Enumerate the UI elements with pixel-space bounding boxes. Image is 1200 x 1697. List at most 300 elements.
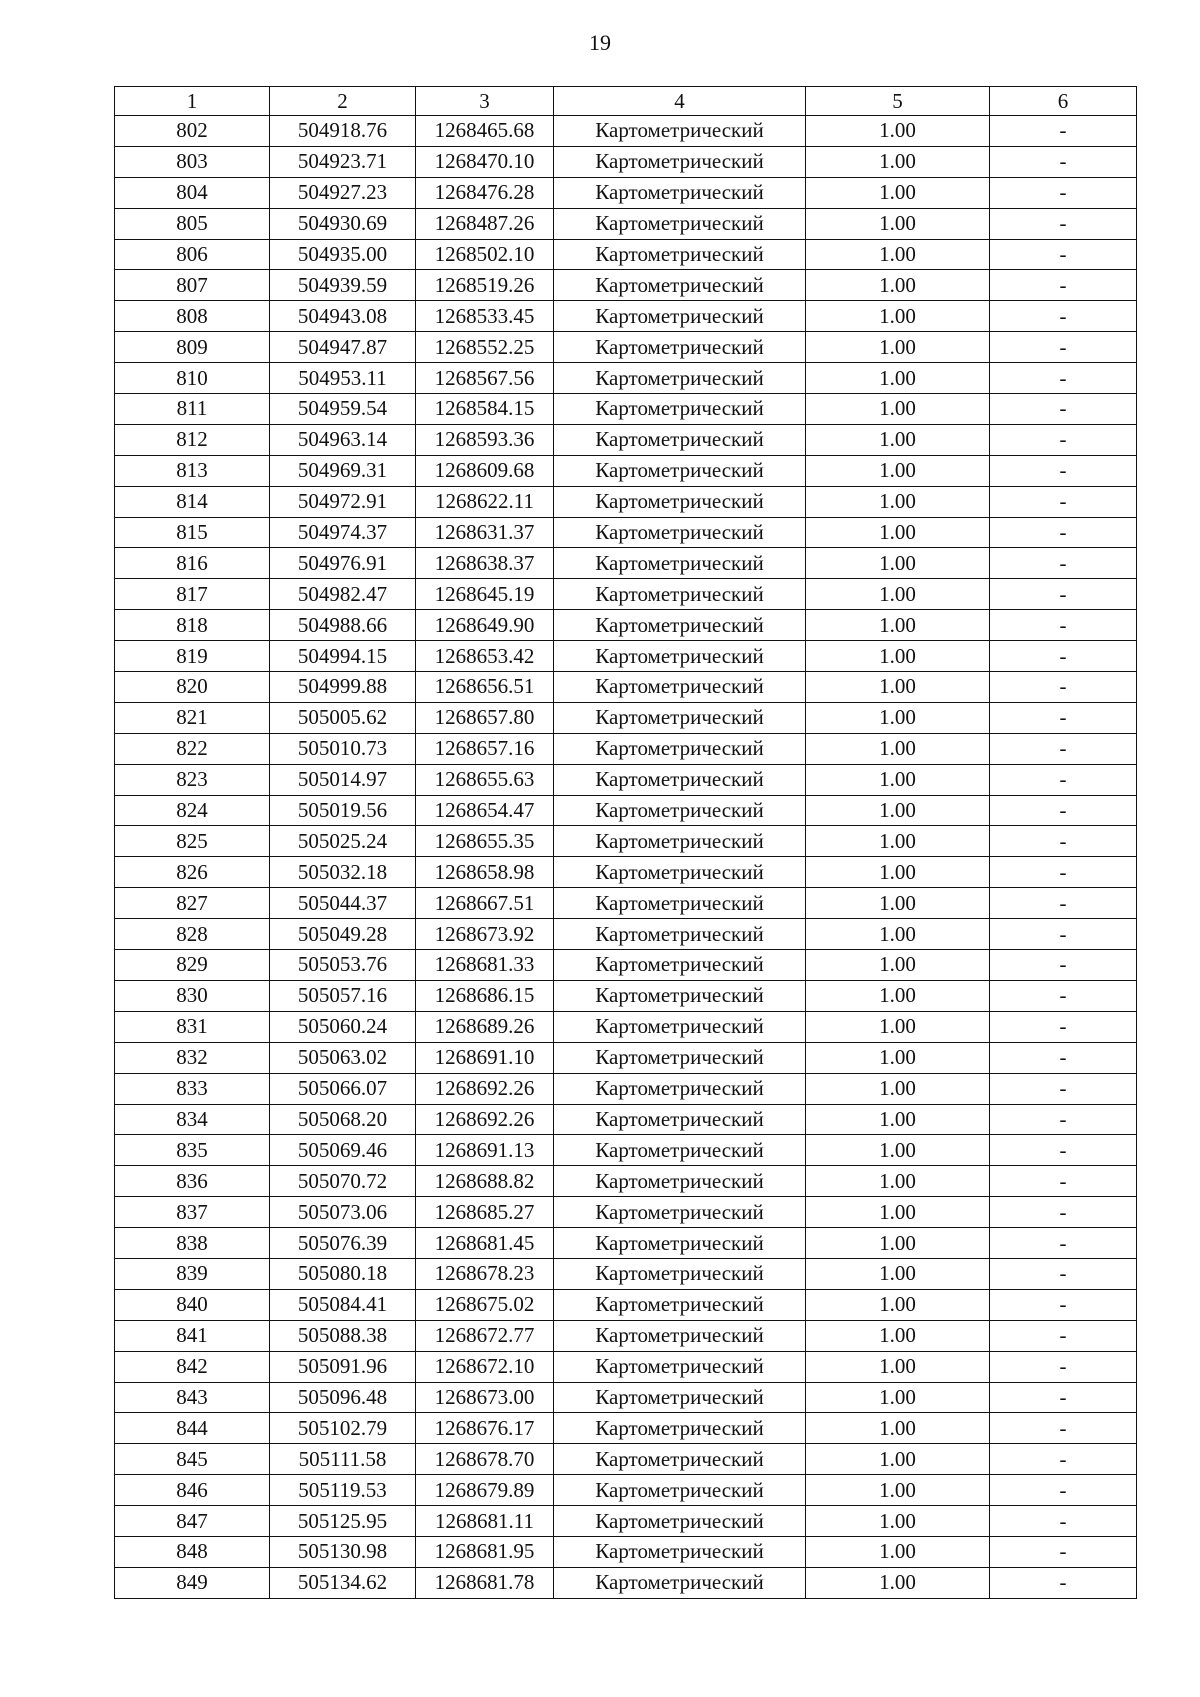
y-coordinate-cell: 1268692.26 bbox=[416, 1073, 554, 1104]
table-row bbox=[115, 517, 1137, 548]
method-cell: Картометрический bbox=[554, 1320, 806, 1351]
table-row bbox=[115, 424, 1137, 455]
point-number-cell: 818 bbox=[115, 610, 270, 641]
x-coordinate-cell: 505084.41 bbox=[270, 1289, 416, 1320]
note-cell: - bbox=[990, 208, 1137, 239]
table-row bbox=[115, 1351, 1137, 1382]
point-number-cell: 821 bbox=[115, 702, 270, 733]
method-cell: Картометрический bbox=[554, 517, 806, 548]
method-cell: Картометрический bbox=[554, 702, 806, 733]
table-row bbox=[115, 394, 1137, 425]
point-number-cell: 834 bbox=[115, 1104, 270, 1135]
accuracy-cell: 1.00 bbox=[806, 486, 990, 517]
accuracy-cell: 1.00 bbox=[806, 888, 990, 919]
accuracy-cell: 1.00 bbox=[806, 1104, 990, 1135]
point-number-cell: 823 bbox=[115, 764, 270, 795]
table-row bbox=[115, 1475, 1137, 1506]
y-coordinate-cell: 1268519.26 bbox=[416, 270, 554, 301]
x-coordinate-cell: 505044.37 bbox=[270, 888, 416, 919]
point-number-cell: 825 bbox=[115, 826, 270, 857]
y-coordinate-cell: 1268672.10 bbox=[416, 1351, 554, 1382]
x-coordinate-cell: 505057.16 bbox=[270, 980, 416, 1011]
y-coordinate-cell: 1268533.45 bbox=[416, 301, 554, 332]
note-cell: - bbox=[990, 146, 1137, 177]
point-number-cell: 833 bbox=[115, 1073, 270, 1104]
table-row bbox=[115, 332, 1137, 363]
note-cell: - bbox=[990, 1382, 1137, 1413]
note-cell: - bbox=[990, 270, 1137, 301]
note-cell: - bbox=[990, 1104, 1137, 1135]
method-cell: Картометрический bbox=[554, 1536, 806, 1567]
x-coordinate-cell: 504963.14 bbox=[270, 424, 416, 455]
point-number-cell: 813 bbox=[115, 455, 270, 486]
y-coordinate-cell: 1268689.26 bbox=[416, 1011, 554, 1042]
x-coordinate-cell: 505049.28 bbox=[270, 919, 416, 950]
table-row bbox=[115, 1135, 1137, 1166]
y-coordinate-cell: 1268676.17 bbox=[416, 1413, 554, 1444]
accuracy-cell: 1.00 bbox=[806, 1258, 990, 1289]
method-cell: Картометрический bbox=[554, 301, 806, 332]
x-coordinate-cell: 504976.91 bbox=[270, 548, 416, 579]
table-row bbox=[115, 1228, 1137, 1259]
point-number-cell: 829 bbox=[115, 950, 270, 981]
note-cell: - bbox=[990, 826, 1137, 857]
x-coordinate-cell: 505088.38 bbox=[270, 1320, 416, 1351]
note-cell: - bbox=[990, 1135, 1137, 1166]
note-cell: - bbox=[990, 641, 1137, 672]
method-cell: Картометрический bbox=[554, 424, 806, 455]
y-coordinate-cell: 1268681.33 bbox=[416, 950, 554, 981]
x-coordinate-cell: 505060.24 bbox=[270, 1011, 416, 1042]
accuracy-cell: 1.00 bbox=[806, 1413, 990, 1444]
point-number-cell: 824 bbox=[115, 795, 270, 826]
accuracy-cell: 1.00 bbox=[806, 641, 990, 672]
y-coordinate-cell: 1268667.51 bbox=[416, 888, 554, 919]
table-row bbox=[115, 1506, 1137, 1537]
note-cell: - bbox=[990, 1258, 1137, 1289]
point-number-cell: 840 bbox=[115, 1289, 270, 1320]
point-number-cell: 810 bbox=[115, 363, 270, 394]
note-cell: - bbox=[990, 610, 1137, 641]
method-cell: Картометрический bbox=[554, 394, 806, 425]
y-coordinate-cell: 1268638.37 bbox=[416, 548, 554, 579]
accuracy-cell: 1.00 bbox=[806, 1475, 990, 1506]
method-cell: Картометрический bbox=[554, 826, 806, 857]
accuracy-cell: 1.00 bbox=[806, 517, 990, 548]
table-row bbox=[115, 177, 1137, 208]
y-coordinate-cell: 1268655.35 bbox=[416, 826, 554, 857]
accuracy-cell: 1.00 bbox=[806, 1320, 990, 1351]
method-cell: Картометрический bbox=[554, 919, 806, 950]
y-coordinate-cell: 1268654.47 bbox=[416, 795, 554, 826]
y-coordinate-cell: 1268681.95 bbox=[416, 1536, 554, 1567]
x-coordinate-cell: 504982.47 bbox=[270, 579, 416, 610]
table-row bbox=[115, 1197, 1137, 1228]
note-cell: - bbox=[990, 1289, 1137, 1320]
page-number: 19 bbox=[589, 30, 611, 55]
method-cell: Картометрический bbox=[554, 1011, 806, 1042]
note-cell: - bbox=[990, 950, 1137, 981]
table-row bbox=[115, 579, 1137, 610]
method-cell: Картометрический bbox=[554, 1506, 806, 1537]
x-coordinate-cell: 505066.07 bbox=[270, 1073, 416, 1104]
point-number-cell: 844 bbox=[115, 1413, 270, 1444]
accuracy-cell: 1.00 bbox=[806, 424, 990, 455]
note-cell: - bbox=[990, 332, 1137, 363]
method-cell: Картометрический bbox=[554, 857, 806, 888]
y-coordinate-cell: 1268692.26 bbox=[416, 1104, 554, 1135]
y-coordinate-cell: 1268593.36 bbox=[416, 424, 554, 455]
point-number-cell: 817 bbox=[115, 579, 270, 610]
table-row bbox=[115, 1166, 1137, 1197]
note-cell: - bbox=[990, 486, 1137, 517]
y-coordinate-cell: 1268552.25 bbox=[416, 332, 554, 363]
x-coordinate-cell: 505025.24 bbox=[270, 826, 416, 857]
accuracy-cell: 1.00 bbox=[806, 950, 990, 981]
x-coordinate-cell: 504969.31 bbox=[270, 455, 416, 486]
y-coordinate-cell: 1268688.82 bbox=[416, 1166, 554, 1197]
note-cell: - bbox=[990, 795, 1137, 826]
y-coordinate-cell: 1268686.15 bbox=[416, 980, 554, 1011]
x-coordinate-cell: 505125.95 bbox=[270, 1506, 416, 1537]
x-coordinate-cell: 505111.58 bbox=[270, 1444, 416, 1475]
y-coordinate-cell: 1268658.98 bbox=[416, 857, 554, 888]
table-row bbox=[115, 1073, 1137, 1104]
method-cell: Картометрический bbox=[554, 950, 806, 981]
x-coordinate-cell: 504927.23 bbox=[270, 177, 416, 208]
point-number-cell: 843 bbox=[115, 1382, 270, 1413]
x-coordinate-cell: 504994.15 bbox=[270, 641, 416, 672]
table-row bbox=[115, 208, 1137, 239]
y-coordinate-cell: 1268691.13 bbox=[416, 1135, 554, 1166]
accuracy-cell: 1.00 bbox=[806, 733, 990, 764]
point-number-cell: 832 bbox=[115, 1042, 270, 1073]
y-coordinate-cell: 1268584.15 bbox=[416, 394, 554, 425]
method-cell: Картометрический bbox=[554, 548, 806, 579]
x-coordinate-cell: 505119.53 bbox=[270, 1475, 416, 1506]
table-row bbox=[115, 1104, 1137, 1135]
method-cell: Картометрический bbox=[554, 208, 806, 239]
table-row bbox=[115, 1444, 1137, 1475]
accuracy-cell: 1.00 bbox=[806, 1197, 990, 1228]
accuracy-cell: 1.00 bbox=[806, 1506, 990, 1537]
method-cell: Картометрический bbox=[554, 733, 806, 764]
note-cell: - bbox=[990, 1320, 1137, 1351]
x-coordinate-cell: 504935.00 bbox=[270, 239, 416, 270]
table-row bbox=[115, 795, 1137, 826]
method-cell: Картометрический bbox=[554, 177, 806, 208]
note-cell: - bbox=[990, 1073, 1137, 1104]
note-cell: - bbox=[990, 548, 1137, 579]
x-coordinate-cell: 504918.76 bbox=[270, 116, 416, 147]
table-row bbox=[115, 919, 1137, 950]
note-cell: - bbox=[990, 733, 1137, 764]
accuracy-cell: 1.00 bbox=[806, 363, 990, 394]
table-row bbox=[115, 857, 1137, 888]
x-coordinate-cell: 505053.76 bbox=[270, 950, 416, 981]
method-cell: Картометрический bbox=[554, 455, 806, 486]
x-coordinate-cell: 504939.59 bbox=[270, 270, 416, 301]
accuracy-cell: 1.00 bbox=[806, 919, 990, 950]
point-number-cell: 819 bbox=[115, 641, 270, 672]
method-cell: Картометрический bbox=[554, 1228, 806, 1259]
x-coordinate-cell: 505069.46 bbox=[270, 1135, 416, 1166]
method-cell: Картометрический bbox=[554, 1382, 806, 1413]
note-cell: - bbox=[990, 579, 1137, 610]
header-cell-3: 3 bbox=[416, 87, 554, 116]
accuracy-cell: 1.00 bbox=[806, 1536, 990, 1567]
method-cell: Картометрический bbox=[554, 1197, 806, 1228]
x-coordinate-cell: 504972.91 bbox=[270, 486, 416, 517]
accuracy-cell: 1.00 bbox=[806, 795, 990, 826]
note-cell: - bbox=[990, 702, 1137, 733]
table-body bbox=[115, 116, 1137, 1599]
y-coordinate-cell: 1268470.10 bbox=[416, 146, 554, 177]
point-number-cell: 839 bbox=[115, 1258, 270, 1289]
point-number-cell: 845 bbox=[115, 1444, 270, 1475]
table-row bbox=[115, 702, 1137, 733]
x-coordinate-cell: 505063.02 bbox=[270, 1042, 416, 1073]
method-cell: Картометрический bbox=[554, 1042, 806, 1073]
y-coordinate-cell: 1268655.63 bbox=[416, 764, 554, 795]
header-row bbox=[115, 87, 1137, 116]
note-cell: - bbox=[990, 1228, 1137, 1259]
accuracy-cell: 1.00 bbox=[806, 1042, 990, 1073]
point-number-cell: 841 bbox=[115, 1320, 270, 1351]
x-coordinate-cell: 505096.48 bbox=[270, 1382, 416, 1413]
y-coordinate-cell: 1268567.56 bbox=[416, 363, 554, 394]
method-cell: Картометрический bbox=[554, 888, 806, 919]
y-coordinate-cell: 1268681.45 bbox=[416, 1228, 554, 1259]
coordinates-table bbox=[114, 86, 1137, 1599]
accuracy-cell: 1.00 bbox=[806, 301, 990, 332]
note-cell: - bbox=[990, 672, 1137, 703]
note-cell: - bbox=[990, 1197, 1137, 1228]
y-coordinate-cell: 1268657.80 bbox=[416, 702, 554, 733]
point-number-cell: 828 bbox=[115, 919, 270, 950]
method-cell: Картометрический bbox=[554, 641, 806, 672]
table-row bbox=[115, 1320, 1137, 1351]
method-cell: Картометрический bbox=[554, 1104, 806, 1135]
table-row bbox=[115, 950, 1137, 981]
note-cell: - bbox=[990, 1166, 1137, 1197]
accuracy-cell: 1.00 bbox=[806, 1382, 990, 1413]
accuracy-cell: 1.00 bbox=[806, 610, 990, 641]
y-coordinate-cell: 1268631.37 bbox=[416, 517, 554, 548]
point-number-cell: 835 bbox=[115, 1135, 270, 1166]
method-cell: Картометрический bbox=[554, 486, 806, 517]
point-number-cell: 820 bbox=[115, 672, 270, 703]
table-row bbox=[115, 764, 1137, 795]
point-number-cell: 809 bbox=[115, 332, 270, 363]
table-row bbox=[115, 733, 1137, 764]
x-coordinate-cell: 504943.08 bbox=[270, 301, 416, 332]
x-coordinate-cell: 504974.37 bbox=[270, 517, 416, 548]
y-coordinate-cell: 1268672.77 bbox=[416, 1320, 554, 1351]
x-coordinate-cell: 504988.66 bbox=[270, 610, 416, 641]
note-cell: - bbox=[990, 177, 1137, 208]
method-cell: Картометрический bbox=[554, 1351, 806, 1382]
note-cell: - bbox=[990, 1413, 1137, 1444]
method-cell: Картометрический bbox=[554, 1289, 806, 1320]
y-coordinate-cell: 1268502.10 bbox=[416, 239, 554, 270]
point-number-cell: 842 bbox=[115, 1351, 270, 1382]
note-cell: - bbox=[990, 1536, 1137, 1567]
point-number-cell: 846 bbox=[115, 1475, 270, 1506]
table-row bbox=[115, 1258, 1137, 1289]
note-cell: - bbox=[990, 857, 1137, 888]
note-cell: - bbox=[990, 116, 1137, 147]
y-coordinate-cell: 1268622.11 bbox=[416, 486, 554, 517]
table-row bbox=[115, 826, 1137, 857]
accuracy-cell: 1.00 bbox=[806, 1228, 990, 1259]
accuracy-cell: 1.00 bbox=[806, 826, 990, 857]
y-coordinate-cell: 1268465.68 bbox=[416, 116, 554, 147]
method-cell: Картометрический bbox=[554, 116, 806, 147]
accuracy-cell: 1.00 bbox=[806, 1011, 990, 1042]
accuracy-cell: 1.00 bbox=[806, 1073, 990, 1104]
point-number-cell: 838 bbox=[115, 1228, 270, 1259]
x-coordinate-cell: 505102.79 bbox=[270, 1413, 416, 1444]
accuracy-cell: 1.00 bbox=[806, 672, 990, 703]
table-header bbox=[115, 87, 1137, 116]
y-coordinate-cell: 1268657.16 bbox=[416, 733, 554, 764]
table-row bbox=[115, 672, 1137, 703]
x-coordinate-cell: 505019.56 bbox=[270, 795, 416, 826]
point-number-cell: 848 bbox=[115, 1536, 270, 1567]
table-row bbox=[115, 239, 1137, 270]
x-coordinate-cell: 504947.87 bbox=[270, 332, 416, 363]
method-cell: Картометрический bbox=[554, 795, 806, 826]
accuracy-cell: 1.00 bbox=[806, 394, 990, 425]
table-row bbox=[115, 1042, 1137, 1073]
point-number-cell: 837 bbox=[115, 1197, 270, 1228]
note-cell: - bbox=[990, 455, 1137, 486]
y-coordinate-cell: 1268681.78 bbox=[416, 1567, 554, 1598]
table-row bbox=[115, 980, 1137, 1011]
method-cell: Картометрический bbox=[554, 1413, 806, 1444]
method-cell: Картометрический bbox=[554, 610, 806, 641]
method-cell: Картометрический bbox=[554, 363, 806, 394]
note-cell: - bbox=[990, 1444, 1137, 1475]
point-number-cell: 806 bbox=[115, 239, 270, 270]
method-cell: Картометрический bbox=[554, 332, 806, 363]
table-row bbox=[115, 888, 1137, 919]
point-number-cell: 816 bbox=[115, 548, 270, 579]
note-cell: - bbox=[990, 1011, 1137, 1042]
y-coordinate-cell: 1268673.92 bbox=[416, 919, 554, 950]
x-coordinate-cell: 505076.39 bbox=[270, 1228, 416, 1259]
x-coordinate-cell: 504959.54 bbox=[270, 394, 416, 425]
table-row bbox=[115, 455, 1137, 486]
point-number-cell: 847 bbox=[115, 1506, 270, 1537]
method-cell: Картометрический bbox=[554, 239, 806, 270]
accuracy-cell: 1.00 bbox=[806, 548, 990, 579]
y-coordinate-cell: 1268609.68 bbox=[416, 455, 554, 486]
table-row bbox=[115, 1567, 1137, 1598]
accuracy-cell: 1.00 bbox=[806, 239, 990, 270]
accuracy-cell: 1.00 bbox=[806, 980, 990, 1011]
x-coordinate-cell: 505032.18 bbox=[270, 857, 416, 888]
x-coordinate-cell: 504999.88 bbox=[270, 672, 416, 703]
point-number-cell: 831 bbox=[115, 1011, 270, 1042]
point-number-cell: 827 bbox=[115, 888, 270, 919]
x-coordinate-cell: 505130.98 bbox=[270, 1536, 416, 1567]
point-number-cell: 805 bbox=[115, 208, 270, 239]
header-cell-2: 2 bbox=[270, 87, 416, 116]
accuracy-cell: 1.00 bbox=[806, 1567, 990, 1598]
method-cell: Картометрический bbox=[554, 1258, 806, 1289]
table-row bbox=[115, 486, 1137, 517]
accuracy-cell: 1.00 bbox=[806, 1135, 990, 1166]
x-coordinate-cell: 505080.18 bbox=[270, 1258, 416, 1289]
x-coordinate-cell: 504953.11 bbox=[270, 363, 416, 394]
point-number-cell: 803 bbox=[115, 146, 270, 177]
accuracy-cell: 1.00 bbox=[806, 1289, 990, 1320]
table-row bbox=[115, 1011, 1137, 1042]
y-coordinate-cell: 1268653.42 bbox=[416, 641, 554, 672]
point-number-cell: 807 bbox=[115, 270, 270, 301]
table-row bbox=[115, 610, 1137, 641]
method-cell: Картометрический bbox=[554, 764, 806, 795]
accuracy-cell: 1.00 bbox=[806, 1351, 990, 1382]
accuracy-cell: 1.00 bbox=[806, 116, 990, 147]
header-cell-1: 1 bbox=[115, 87, 270, 116]
note-cell: - bbox=[990, 1351, 1137, 1382]
method-cell: Картометрический bbox=[554, 1567, 806, 1598]
point-number-cell: 849 bbox=[115, 1567, 270, 1598]
x-coordinate-cell: 505010.73 bbox=[270, 733, 416, 764]
header-cell-5: 5 bbox=[806, 87, 990, 116]
y-coordinate-cell: 1268679.89 bbox=[416, 1475, 554, 1506]
x-coordinate-cell: 505134.62 bbox=[270, 1567, 416, 1598]
note-cell: - bbox=[990, 239, 1137, 270]
note-cell: - bbox=[990, 1042, 1137, 1073]
table-row bbox=[115, 270, 1137, 301]
note-cell: - bbox=[990, 888, 1137, 919]
accuracy-cell: 1.00 bbox=[806, 146, 990, 177]
method-cell: Картометрический bbox=[554, 980, 806, 1011]
accuracy-cell: 1.00 bbox=[806, 857, 990, 888]
x-coordinate-cell: 505014.97 bbox=[270, 764, 416, 795]
y-coordinate-cell: 1268656.51 bbox=[416, 672, 554, 703]
x-coordinate-cell: 505005.62 bbox=[270, 702, 416, 733]
y-coordinate-cell: 1268675.02 bbox=[416, 1289, 554, 1320]
y-coordinate-cell: 1268691.10 bbox=[416, 1042, 554, 1073]
header-cell-4: 4 bbox=[554, 87, 806, 116]
accuracy-cell: 1.00 bbox=[806, 455, 990, 486]
accuracy-cell: 1.00 bbox=[806, 764, 990, 795]
table-row bbox=[115, 641, 1137, 672]
note-cell: - bbox=[990, 301, 1137, 332]
y-coordinate-cell: 1268673.00 bbox=[416, 1382, 554, 1413]
accuracy-cell: 1.00 bbox=[806, 579, 990, 610]
table-row bbox=[115, 1413, 1137, 1444]
note-cell: - bbox=[990, 394, 1137, 425]
x-coordinate-cell: 504923.71 bbox=[270, 146, 416, 177]
accuracy-cell: 1.00 bbox=[806, 702, 990, 733]
table-row bbox=[115, 116, 1137, 147]
table-row bbox=[115, 1536, 1137, 1567]
point-number-cell: 808 bbox=[115, 301, 270, 332]
note-cell: - bbox=[990, 1475, 1137, 1506]
y-coordinate-cell: 1268678.70 bbox=[416, 1444, 554, 1475]
y-coordinate-cell: 1268685.27 bbox=[416, 1197, 554, 1228]
y-coordinate-cell: 1268645.19 bbox=[416, 579, 554, 610]
accuracy-cell: 1.00 bbox=[806, 332, 990, 363]
point-number-cell: 815 bbox=[115, 517, 270, 548]
accuracy-cell: 1.00 bbox=[806, 208, 990, 239]
